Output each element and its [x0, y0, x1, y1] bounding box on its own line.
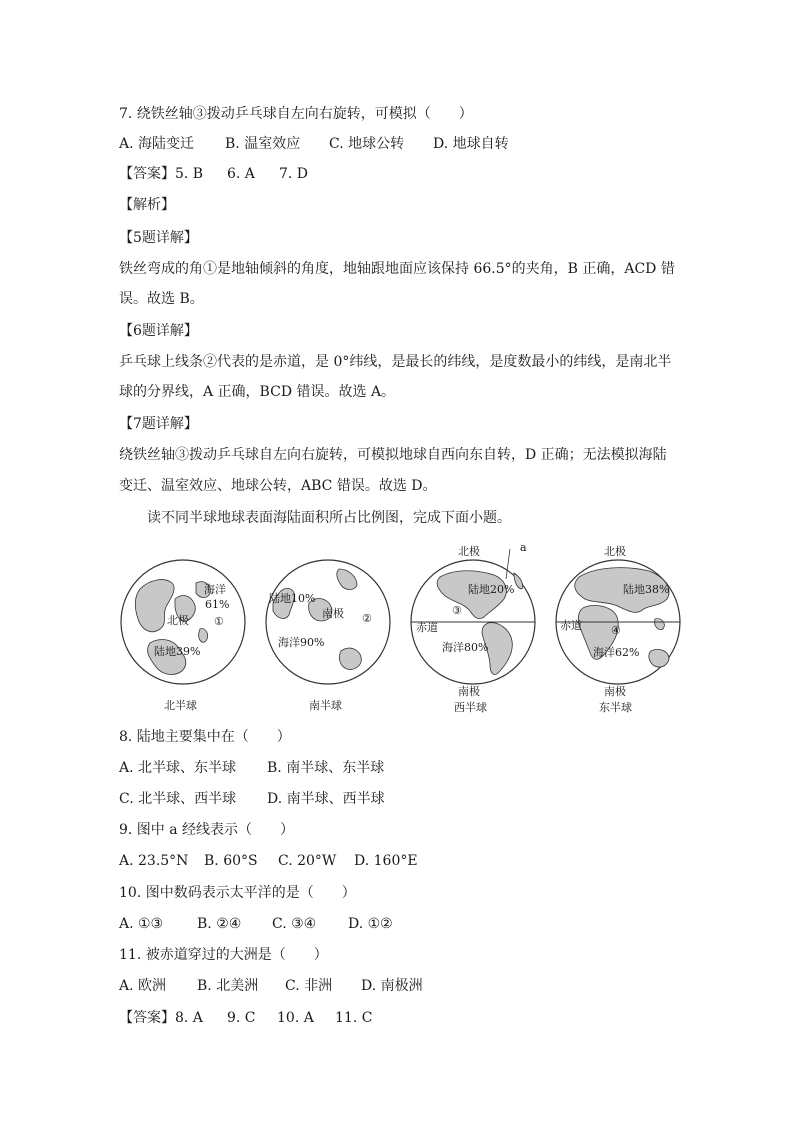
detail-5-text: 铁丝弯成的角①是地轴倾斜的角度，地轴跟地面应该保持 66.5°的夹角，B 正确，ACD 错 — [119, 261, 675, 277]
answer-item: 9. C — [227, 1010, 256, 1026]
globe4-caption: 东半球 — [599, 701, 632, 714]
q11-option-c: C. 非洲 — [285, 978, 333, 994]
globe3-ocean-label: 海洋80% — [442, 641, 489, 654]
q9-option-c: C. 20°W — [278, 853, 337, 869]
q9-option-a: A. 23.5°N — [119, 853, 189, 869]
q10-option-d: D. ①② — [348, 916, 393, 932]
q7-option-d: D. 地球自转 — [433, 136, 509, 152]
q7-option-b: B. 温室效应 — [225, 136, 301, 152]
q9-option-d: D. 160°E — [354, 853, 418, 869]
globe4-south-pole: 南极 — [604, 685, 626, 698]
globe4-north-pole: 北极 — [604, 545, 626, 558]
q7-stem: 7. 绕铁丝轴③拨动乒乓球自左向右旋转，可模拟（ ） — [119, 106, 473, 122]
q8-option-c: C. 北半球、西半球 — [119, 791, 237, 807]
globe2-ocean-label: 海洋90% — [278, 636, 325, 649]
globe1-number: ① — [214, 615, 224, 628]
figure-intro: 读不同半球地球表面海陆面积所占比例图，完成下面小题。 — [147, 510, 511, 526]
q10-option-c: C. ③④ — [272, 916, 317, 932]
q9-options — [119, 851, 418, 871]
q11-options — [119, 976, 423, 996]
q11-option-b: B. 北美洲 — [197, 978, 259, 994]
q10-options — [119, 914, 393, 934]
q7-options — [119, 134, 509, 154]
answer-line-2 — [119, 1008, 372, 1028]
answer-item: 10. A — [277, 1010, 314, 1026]
q8-options-row1 — [119, 758, 384, 778]
answer-tag: 【答案】 — [119, 166, 175, 182]
globe1-pole-label: 北极 — [167, 614, 189, 627]
globe1-ocean-label: 海洋 — [204, 583, 226, 596]
globe2-pole-label: 南极 — [322, 607, 344, 620]
globe1-ocean-pct: 61% — [205, 598, 230, 611]
globe3-caption: 西半球 — [454, 701, 487, 714]
q7-option-a: A. 海陆变迁 — [119, 136, 195, 152]
detail-6-text: 球的分界线，A 正确，BCD 错误。故选 A。 — [119, 384, 396, 400]
globe4-ocean-label: 海洋62% — [593, 646, 640, 659]
globe3-land-label: 陆地20% — [468, 583, 515, 596]
answer-item: 6. A — [227, 166, 255, 182]
answer-item: 7. D — [279, 166, 309, 182]
globe1-caption: 北半球 — [164, 699, 197, 712]
q8-option-d: D. 南半球、西半球 — [267, 791, 385, 807]
detail-7-text: 变迁、温室效应、地球公转，ABC 错误。故选 D。 — [119, 478, 437, 494]
meridian-a-label: a — [520, 541, 527, 554]
answer-item: 11. C — [335, 1010, 373, 1026]
q11-option-d: D. 南极洲 — [361, 978, 423, 994]
q10-option-b: B. ②④ — [197, 916, 242, 932]
globe4-number: ④ — [611, 624, 621, 637]
globe4-equator-label: 赤道 — [560, 619, 582, 632]
detail-6-text: 乒乓球上线条②代表的是赤道，是 0°纬线，是最长的纬线，是度数最小的纬线，是南北半 — [119, 354, 672, 370]
detail-7-title: 【7题详解】 — [119, 416, 198, 432]
globe3-north-pole: 北极 — [458, 545, 480, 558]
globe3-south-pole: 南极 — [458, 685, 480, 698]
q10-option-a: A. ①③ — [119, 916, 164, 932]
q9-stem: 9. 图中 a 经线表示（ ） — [119, 822, 295, 838]
detail-6-title: 【6题详解】 — [119, 323, 198, 339]
q8-option-b: B. 南半球、东半球 — [267, 760, 385, 776]
q8-option-a: A. 北半球、东半球 — [119, 760, 237, 776]
q8-options-row2 — [119, 789, 385, 809]
globe4-land-label: 陆地38% — [623, 583, 670, 596]
hemisphere-figure — [112, 535, 692, 715]
detail-7-text: 绕铁丝轴③拨动乒乓球自左向右旋转，可模拟地球自西向东自转，D 正确；无法模拟海陆 — [119, 447, 667, 463]
detail-5-title: 【5题详解】 — [119, 230, 198, 246]
globe2-land-label: 陆地10% — [269, 592, 316, 605]
answer-line-1 — [119, 164, 308, 184]
southern-hemisphere-globe — [265, 559, 391, 685]
globe3-number: ③ — [452, 604, 462, 617]
answer-tag: 【答案】 — [119, 1010, 175, 1026]
analysis-tag: 【解析】 — [119, 197, 175, 213]
q8-stem: 8. 陆地主要集中在（ ） — [119, 729, 291, 745]
q11-option-a: A. 欧洲 — [119, 978, 167, 994]
globe2-caption: 南半球 — [309, 699, 342, 712]
q9-option-b: B. 60°S — [204, 853, 258, 869]
q10-stem: 10. 图中数码表示太平洋的是（ ） — [119, 885, 356, 901]
answer-item: 5. B — [175, 166, 204, 182]
detail-5-text: 误。故选 B。 — [119, 291, 204, 307]
q11-stem: 11. 被赤道穿过的大洲是（ ） — [119, 947, 328, 963]
q7-option-c: C. 地球公转 — [329, 136, 405, 152]
globe3-equator-label: 赤道 — [416, 621, 438, 634]
answer-item: 8. A — [175, 1010, 203, 1026]
globe1-land-label: 陆地39% — [154, 645, 201, 658]
globe2-number: ② — [362, 612, 372, 625]
